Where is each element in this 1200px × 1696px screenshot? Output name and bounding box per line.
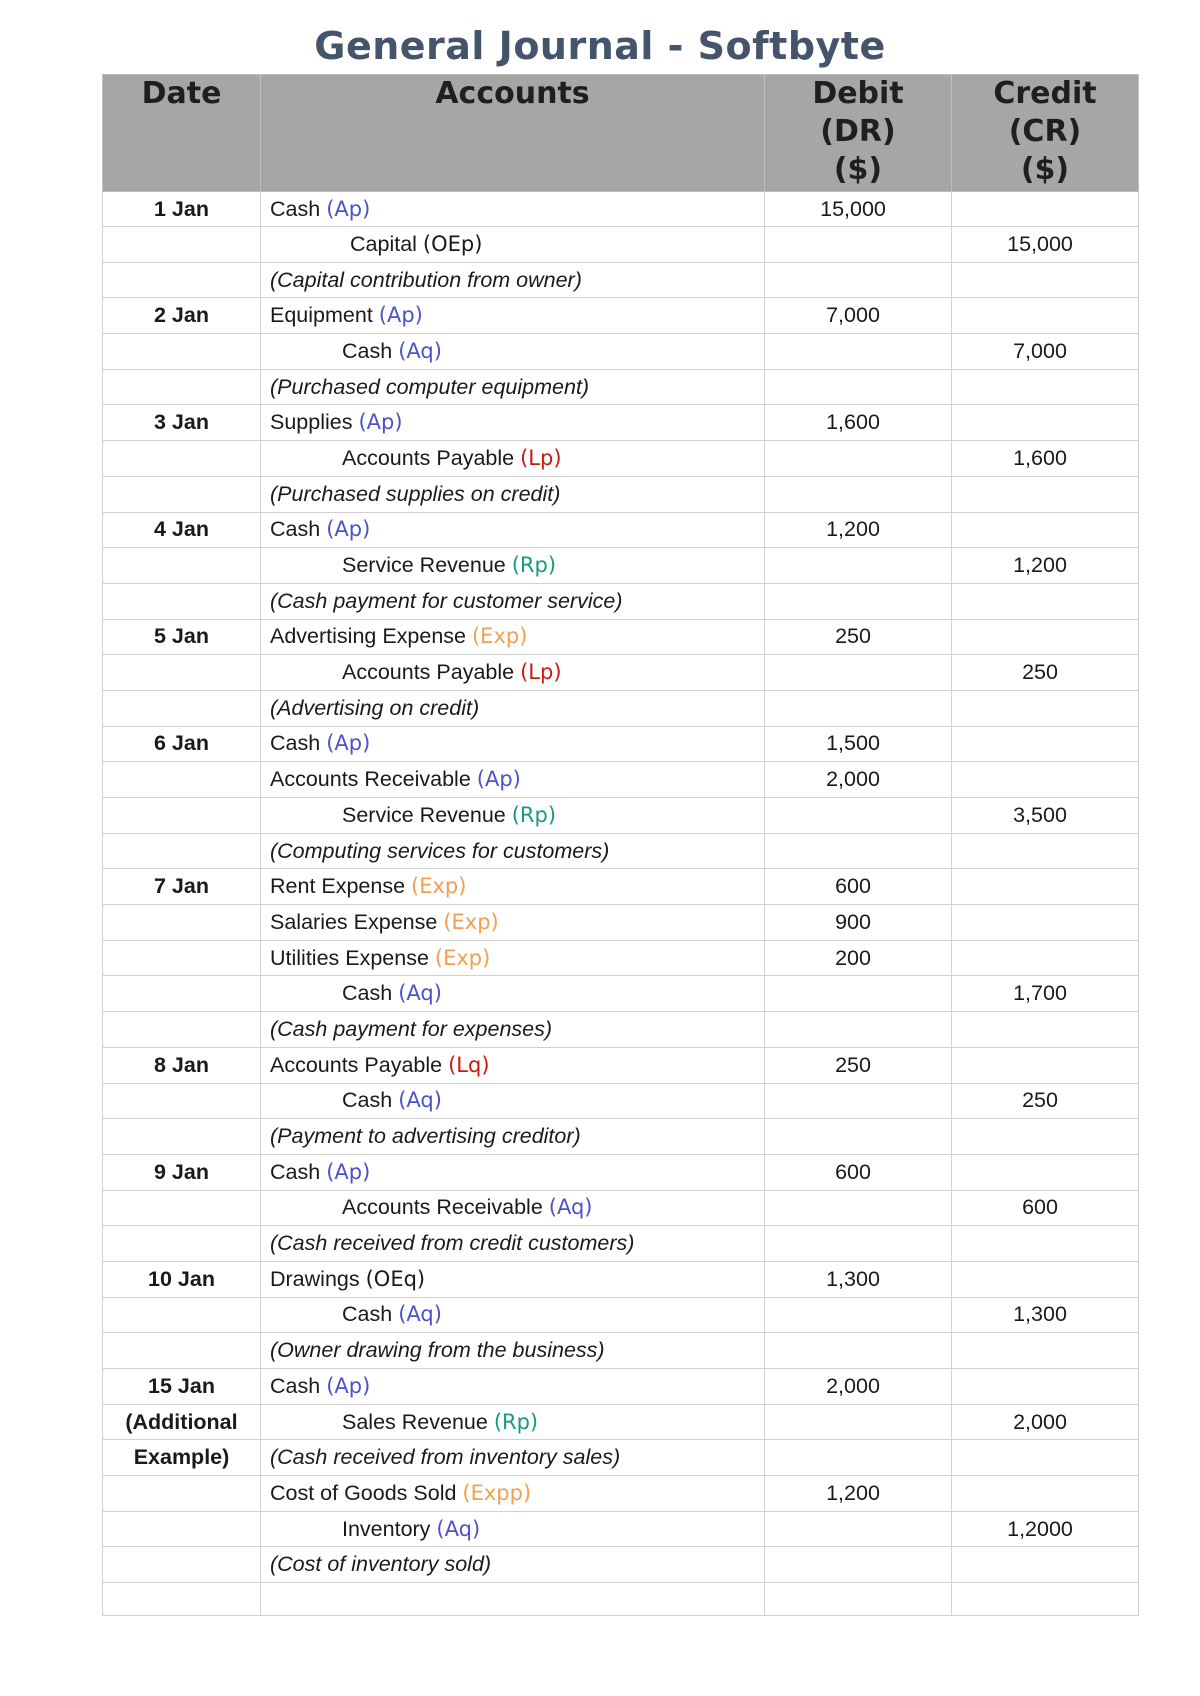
account-type-code: (OEq) (365, 1266, 426, 1291)
credit-amount (952, 905, 1139, 941)
account-name: Accounts Payable (342, 445, 515, 470)
entry-date: Example) (103, 1440, 261, 1476)
credit-amount: 1,300 (952, 1297, 1139, 1333)
account-cell (261, 1190, 765, 1226)
journal-entry-row (103, 548, 1139, 584)
journal-entry-row (103, 1511, 1139, 1547)
account-type-code: (Aq) (398, 1088, 442, 1113)
credit-amount (952, 940, 1139, 976)
account-name: Cash (270, 731, 321, 756)
debit-amount: 2,000 (765, 1369, 952, 1405)
account-line (270, 1374, 370, 1398)
entry-date (103, 1083, 261, 1119)
account-line (270, 1481, 531, 1505)
narration-row (103, 1119, 1139, 1155)
account-line (270, 1088, 442, 1112)
credit-amount (952, 583, 1139, 619)
entry-date (103, 976, 261, 1012)
journal-entry-row (103, 441, 1139, 477)
entry-date: 9 Jan (103, 1154, 261, 1190)
account-name: Drawings (270, 1266, 360, 1291)
entry-date (103, 548, 261, 584)
credit-amount (952, 298, 1139, 334)
narration-text: (Cash payment for expenses) (261, 1012, 765, 1048)
account-type-code: (Exp) (434, 945, 491, 970)
journal-entry-row (103, 869, 1139, 905)
header-row (103, 75, 1139, 192)
entry-date (103, 762, 261, 798)
empty-cell (261, 1583, 765, 1616)
debit-amount: 600 (765, 869, 952, 905)
header-date: Date (103, 75, 261, 192)
journal-entry-row (103, 512, 1139, 548)
account-cell (261, 976, 765, 1012)
account-cell (261, 1297, 765, 1333)
account-name: Cost of Goods Sold (270, 1480, 457, 1505)
account-line (270, 1195, 592, 1219)
narration-row (103, 690, 1139, 726)
journal-entry-row (103, 1476, 1139, 1512)
header-debit-line-2: (DR) (820, 114, 896, 149)
header-credit-line-2: (CR) (1008, 114, 1082, 149)
account-type-code: (Lq) (448, 1052, 490, 1077)
account-name: Cash (270, 517, 321, 542)
account-cell (261, 762, 765, 798)
debit-amount (765, 1190, 952, 1226)
header-credit-line-1: Credit (993, 76, 1097, 111)
narration-row (103, 583, 1139, 619)
account-cell (261, 905, 765, 941)
account-type-code: (Aq) (398, 338, 442, 363)
credit-amount (952, 869, 1139, 905)
account-line (270, 232, 482, 256)
account-cell (261, 1047, 765, 1083)
narration-row (103, 1226, 1139, 1262)
account-line (270, 553, 556, 577)
entry-date (103, 1333, 261, 1369)
account-line (270, 303, 423, 327)
journal-entry-row (103, 1297, 1139, 1333)
debit-amount: 1,300 (765, 1261, 952, 1297)
account-cell (261, 1369, 765, 1405)
narration-text: (Cash payment for customer service) (261, 583, 765, 619)
debit-amount: 1,200 (765, 1476, 952, 1512)
credit-amount (952, 619, 1139, 655)
account-line (270, 731, 370, 755)
journal-entry-row (103, 192, 1139, 227)
credit-amount (952, 762, 1139, 798)
credit-amount (952, 262, 1139, 298)
credit-amount (952, 1154, 1139, 1190)
account-name: Service Revenue (342, 553, 506, 578)
account-cell (261, 1154, 765, 1190)
debit-amount (765, 1547, 952, 1583)
account-cell (261, 1511, 765, 1547)
credit-amount (952, 405, 1139, 441)
credit-amount: 2,000 (952, 1404, 1139, 1440)
narration-row (103, 369, 1139, 405)
credit-amount (952, 1261, 1139, 1297)
journal-entry-row (103, 1190, 1139, 1226)
journal-entry-row (103, 619, 1139, 655)
debit-amount: 2,000 (765, 762, 952, 798)
account-type-code: (Rp) (511, 553, 557, 578)
credit-amount (952, 1333, 1139, 1369)
narration-row (103, 476, 1139, 512)
narration-text: (Capital contribution from owner) (261, 262, 765, 298)
header-credit-line-3: ($) (1020, 152, 1070, 187)
credit-amount (952, 192, 1139, 227)
account-name: Cash (342, 981, 393, 1006)
spacer-row (103, 1583, 1139, 1616)
account-name: Inventory (342, 1516, 431, 1541)
narration-text: (Purchased computer equipment) (261, 369, 765, 405)
account-name: Cash (342, 1302, 393, 1327)
account-type-code: (Aq) (398, 1302, 442, 1327)
account-type-code: (Ap) (326, 196, 371, 221)
journal-entry-row (103, 334, 1139, 370)
account-line (270, 1302, 442, 1326)
account-cell (261, 1404, 765, 1440)
account-name: Capital (350, 231, 417, 256)
account-line (270, 197, 370, 221)
account-type-code: (Aq) (436, 1516, 481, 1541)
debit-amount (765, 1511, 952, 1547)
account-type-code: (Expp) (462, 1480, 532, 1505)
credit-amount: 3,500 (952, 798, 1139, 834)
account-type-code: (Exp) (411, 874, 467, 899)
credit-amount (952, 1226, 1139, 1262)
entry-date (103, 1119, 261, 1155)
account-cell (261, 227, 765, 263)
debit-amount (765, 798, 952, 834)
entry-date: 8 Jan (103, 1047, 261, 1083)
account-line (270, 1517, 480, 1541)
entry-date: 7 Jan (103, 869, 261, 905)
general-journal-table (102, 74, 1139, 1616)
account-name: Accounts Payable (270, 1052, 443, 1077)
narration-row (103, 1012, 1139, 1048)
credit-amount (952, 690, 1139, 726)
debit-amount (765, 655, 952, 691)
narration-text: (Cost of inventory sold) (261, 1547, 765, 1583)
journal-entry-row (103, 762, 1139, 798)
narration-text: (Payment to advertising creditor) (261, 1119, 765, 1155)
entry-date (103, 334, 261, 370)
entry-date (103, 441, 261, 477)
journal-entry-row (103, 405, 1139, 441)
account-cell (261, 726, 765, 762)
account-type-code: (Aq) (548, 1195, 593, 1220)
entry-date (103, 476, 261, 512)
account-cell (261, 655, 765, 691)
narration-text: (Computing services for customers) (261, 833, 765, 869)
account-name: Salaries Expense (270, 909, 438, 934)
entry-date: 3 Jan (103, 405, 261, 441)
account-type-code: (Ap) (326, 517, 371, 542)
credit-amount: 1,200 (952, 548, 1139, 584)
entry-date (103, 1190, 261, 1226)
journal-entry-row (103, 726, 1139, 762)
account-cell (261, 298, 765, 334)
journal-entry-row (103, 1261, 1139, 1297)
entry-date (103, 905, 261, 941)
account-line (270, 1410, 538, 1434)
account-name: Cash (270, 196, 321, 221)
debit-amount (765, 1297, 952, 1333)
account-name: Cash (270, 1159, 321, 1184)
journal-entry-row (103, 655, 1139, 691)
account-name: Sales Revenue (342, 1409, 488, 1434)
narration-text: (Advertising on credit) (261, 690, 765, 726)
debit-amount: 200 (765, 940, 952, 976)
debit-amount: 1,500 (765, 726, 952, 762)
entry-date (103, 1583, 261, 1616)
account-line (270, 446, 562, 470)
debit-amount (765, 227, 952, 263)
account-name: Accounts Receivable (270, 767, 471, 792)
journal-entry-row (103, 298, 1139, 334)
debit-amount (765, 441, 952, 477)
account-line (270, 410, 403, 434)
entry-date (103, 1511, 261, 1547)
account-cell (261, 940, 765, 976)
entry-date: 4 Jan (103, 512, 261, 548)
header-debit-line-3: ($) (833, 152, 883, 187)
account-cell (261, 405, 765, 441)
account-name: Equipment (270, 303, 373, 328)
credit-amount (952, 1047, 1139, 1083)
journal-entry-row (103, 1047, 1139, 1083)
credit-amount: 250 (952, 655, 1139, 691)
credit-amount (952, 1119, 1139, 1155)
header-debit (765, 75, 952, 192)
account-type-code: (Exp) (443, 909, 499, 934)
account-line (270, 339, 442, 363)
account-type-code: (Ap) (358, 410, 403, 435)
debit-amount (765, 690, 952, 726)
account-name: Supplies (270, 410, 353, 435)
account-cell (261, 512, 765, 548)
debit-amount: 900 (765, 905, 952, 941)
account-line (270, 910, 499, 934)
narration-text: (Cash received from inventory sales) (261, 1440, 765, 1476)
debit-amount (765, 833, 952, 869)
account-type-code: (Ap) (476, 767, 521, 792)
credit-amount: 1,700 (952, 976, 1139, 1012)
entry-date: 6 Jan (103, 726, 261, 762)
account-name: Cash (270, 1373, 321, 1398)
entry-date (103, 798, 261, 834)
account-line (270, 767, 521, 791)
credit-amount (952, 726, 1139, 762)
narration-text: (Cash received from credit customers) (261, 1226, 765, 1262)
entry-date (103, 583, 261, 619)
debit-amount (765, 1119, 952, 1155)
credit-amount: 1,600 (952, 441, 1139, 477)
debit-amount: 250 (765, 619, 952, 655)
debit-amount (765, 1333, 952, 1369)
entry-date: 5 Jan (103, 619, 261, 655)
entry-date (103, 690, 261, 726)
account-cell (261, 334, 765, 370)
entry-date (103, 1297, 261, 1333)
account-type-code: (OEp) (422, 231, 483, 256)
page-title: General Journal - Softbyte (314, 24, 886, 68)
account-type-code: (Lp) (520, 660, 562, 685)
entry-date (103, 1476, 261, 1512)
header-credit (952, 75, 1139, 192)
journal-entry-row (103, 227, 1139, 263)
debit-amount: 250 (765, 1047, 952, 1083)
debit-amount (765, 583, 952, 619)
account-name: Cash (342, 338, 393, 363)
credit-amount (952, 1547, 1139, 1583)
credit-amount: 250 (952, 1083, 1139, 1119)
entry-date: 2 Jan (103, 298, 261, 334)
account-type-code: (Lp) (520, 445, 562, 470)
account-type-code: (Ap) (326, 731, 371, 756)
debit-amount (765, 476, 952, 512)
account-type-code: (Rp) (493, 1409, 539, 1434)
narration-row (103, 262, 1139, 298)
account-type-code: (Ap) (378, 303, 423, 328)
debit-amount (765, 548, 952, 584)
account-line (270, 1160, 370, 1184)
account-line (270, 517, 370, 541)
account-line (270, 1053, 490, 1077)
account-type-code: (Ap) (326, 1159, 371, 1184)
entry-date: (Additional (103, 1404, 261, 1440)
entry-date: 1 Jan (103, 192, 261, 227)
account-cell (261, 1083, 765, 1119)
entry-date (103, 262, 261, 298)
account-cell (261, 192, 765, 227)
narration-row (103, 1440, 1139, 1476)
credit-amount: 1,2000 (952, 1511, 1139, 1547)
account-name: Utilities Expense (270, 945, 429, 970)
account-name: Cash (342, 1088, 393, 1113)
account-cell (261, 619, 765, 655)
entry-date (103, 940, 261, 976)
debit-amount (765, 976, 952, 1012)
account-name: Advertising Expense (270, 624, 466, 649)
account-name: Service Revenue (342, 802, 506, 827)
credit-amount (952, 1476, 1139, 1512)
account-cell (261, 1261, 765, 1297)
journal-entry-row (103, 1154, 1139, 1190)
credit-amount (952, 833, 1139, 869)
credit-amount (952, 1012, 1139, 1048)
account-type-code: (Aq) (398, 981, 442, 1006)
credit-amount (952, 1440, 1139, 1476)
debit-amount: 600 (765, 1154, 952, 1190)
credit-amount (952, 1583, 1139, 1616)
account-type-code: (Ap) (326, 1373, 371, 1398)
debit-amount: 1,600 (765, 405, 952, 441)
journal-entry-row (103, 976, 1139, 1012)
entry-date (103, 655, 261, 691)
narration-row (103, 1547, 1139, 1583)
journal-entry-row (103, 905, 1139, 941)
debit-amount (765, 1083, 952, 1119)
journal-body (103, 192, 1139, 1616)
account-line (270, 874, 466, 898)
credit-amount (952, 512, 1139, 548)
credit-amount: 15,000 (952, 227, 1139, 263)
debit-amount: 7,000 (765, 298, 952, 334)
journal-entry-row (103, 940, 1139, 976)
credit-amount: 600 (952, 1190, 1139, 1226)
account-name: Accounts Receivable (342, 1195, 543, 1220)
entry-date (103, 833, 261, 869)
debit-amount (765, 1583, 952, 1616)
debit-amount (765, 1440, 952, 1476)
narration-row (103, 1333, 1139, 1369)
account-cell (261, 1476, 765, 1512)
journal-entry-row (103, 1369, 1139, 1405)
account-cell (261, 869, 765, 905)
credit-amount (952, 476, 1139, 512)
journal-entry-row (103, 1404, 1139, 1440)
debit-amount (765, 1012, 952, 1048)
account-name: Accounts Payable (342, 660, 515, 685)
account-name: Rent Expense (270, 874, 406, 899)
account-line (270, 660, 562, 684)
debit-amount (765, 1226, 952, 1262)
header-debit-line-1: Debit (812, 76, 904, 111)
account-cell (261, 798, 765, 834)
journal-entry-row (103, 1083, 1139, 1119)
credit-amount (952, 1369, 1139, 1405)
debit-amount (765, 369, 952, 405)
entry-date: 10 Jan (103, 1261, 261, 1297)
account-cell (261, 441, 765, 477)
entry-date (103, 369, 261, 405)
account-line (270, 946, 490, 970)
journal-entry-row (103, 798, 1139, 834)
account-cell (261, 548, 765, 584)
narration-text: (Owner drawing from the business) (261, 1333, 765, 1369)
account-line (270, 1267, 425, 1291)
entry-date (103, 1226, 261, 1262)
account-type-code: (Rp) (511, 802, 557, 827)
entry-date (103, 1012, 261, 1048)
debit-amount (765, 334, 952, 370)
entry-date: 15 Jan (103, 1369, 261, 1405)
debit-amount: 15,000 (765, 192, 952, 227)
account-line (270, 803, 556, 827)
debit-amount (765, 1404, 952, 1440)
account-type-code: (Exp) (471, 624, 528, 649)
narration-row (103, 833, 1139, 869)
credit-amount (952, 369, 1139, 405)
header-accounts: Accounts (261, 75, 765, 192)
entry-date (103, 227, 261, 263)
account-line (270, 981, 442, 1005)
account-line (270, 624, 527, 648)
debit-amount: 1,200 (765, 512, 952, 548)
narration-text: (Purchased supplies on credit) (261, 476, 765, 512)
credit-amount: 7,000 (952, 334, 1139, 370)
debit-amount (765, 262, 952, 298)
entry-date (103, 1547, 261, 1583)
